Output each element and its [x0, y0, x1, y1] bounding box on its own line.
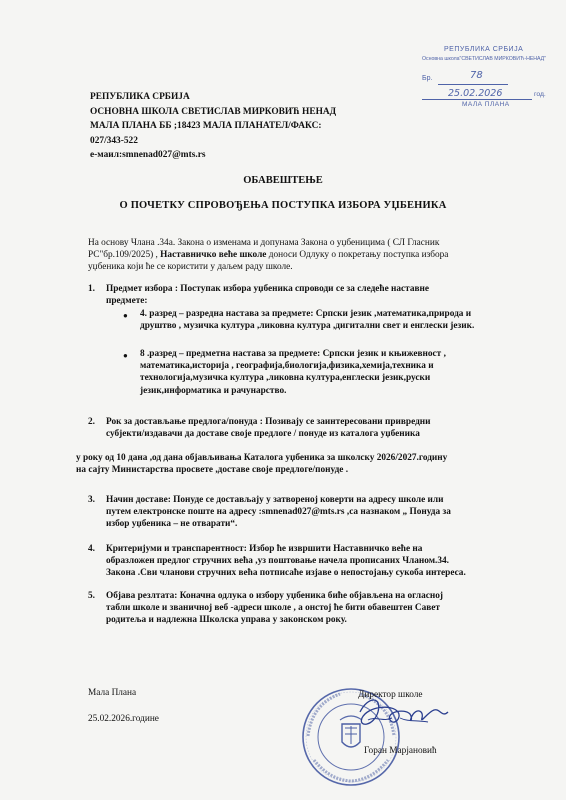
item-1-bullet-1-line-1: 4. разред – разредна настава за предмете: Српски језик ,математика,природа и — [140, 309, 472, 319]
intro-line-2b: Наставничко веће школе — [157, 250, 269, 260]
item-4-line-2: образложен предлог стручних већа ,уз поштовање начела прописаних Чланом.34. — [106, 556, 449, 567]
item-3-number: 3. — [88, 495, 95, 505]
item-1-bullet-1 — [140, 308, 474, 332]
intro-line-2a: РС"бр.109/2025) , — [88, 250, 158, 260]
item-3-line-1: Начин доставе: Понуде се достављају у затвореној коверти на адресу школе или — [106, 495, 444, 505]
item-3-text — [106, 494, 451, 531]
director-title: Директор школе — [358, 690, 423, 700]
stamp-date-value: 25.02.2026 — [448, 88, 503, 99]
item-1-bullet-1-line-2: друштво , музичка култура ,ликовна култура ,дигитални свет и енглески језик. — [140, 321, 475, 332]
intro-line-3: уџбеника који ће се користити у даљем раду школе. — [88, 262, 293, 272]
item-5-number: 5. — [88, 591, 95, 601]
school-header — [90, 90, 336, 163]
item-4-line-1: Критеријуми и транспарентност: Избор ће извршити Наставничко веће на — [106, 544, 423, 554]
item-1-bullet-2-line-3: технологија,музичка култура ,ликовна култура,енглески језик,руски — [140, 373, 431, 384]
bullet-icon: ● — [123, 351, 128, 360]
item-3-line-2: путем електронске поште на адресу :smnenad027@mts.rs ,са назнаком „ Понуда за — [106, 507, 451, 518]
item-2-number: 2. — [88, 417, 95, 427]
stamp-number-label: Бр. — [422, 75, 433, 82]
footer-date: 25.02.2026.године — [88, 714, 159, 724]
intro-line-2c: доноси Одлуку о покретању поступка избора — [268, 250, 449, 260]
intro-line-2 — [88, 249, 488, 261]
header-line-email: е-маил:smnenad027@mts.rs — [90, 150, 206, 160]
item-1-text — [106, 283, 429, 307]
header-line-address: МАЛА ПЛАНА ББ ;18423 МАЛА ПЛАНАТЕЛ/ФАКС: — [90, 121, 322, 131]
item-1-bullet-2-line-1: 8 .разред – предметна настава за предмете: Српски језик и књижевност , — [140, 349, 446, 359]
footer-place: Мала Плана — [88, 688, 137, 698]
item-2-line-1: Рок за достављање предлога/понуда : Позивају се заинтересовани привредни — [106, 417, 431, 427]
item-1-bullet-2 — [140, 348, 446, 397]
item-2-line-2: субјекти/издавачи да доставе своје предлоге / понуде из каталога уџбеника — [106, 429, 420, 440]
header-line-school: ОСНОВНА ШКОЛА СВЕТИСЛАВ МИРКОВИЋ НЕНАД — [90, 106, 337, 117]
item-1-line-1: Предмет избора : Поступак избора уџбеника спроводи се за следеће наставне — [106, 284, 429, 294]
header-line-phone: 027/343-522 — [90, 135, 138, 146]
item-5-text — [106, 590, 443, 627]
item-1-bullet-2-line-4: језик,информатика и рачунарство. — [140, 385, 287, 396]
stamp-number-value: 78 — [470, 70, 483, 81]
stamp-place: МАЛА ПЛАНА — [462, 101, 510, 108]
stamp-republic: РЕПУБЛИКА СРБИЈА — [444, 46, 524, 53]
item-3-line-3: избор уџбеника – не отварати“. — [106, 519, 238, 530]
document-subtitle: О ПОЧЕТКУ СПРОВОЂЕЊА ПОСТУПКА ИЗБОРА УЏБЕНИКА — [119, 200, 447, 211]
item-5-line-3: родитеља и надлежна Школска управа у законском року. — [106, 615, 347, 626]
item-4-number: 4. — [88, 544, 95, 554]
intro-line-1: На основу Члана .34а. Закона о изменама и допунама Закона о уџбеницима ( СЛ Гласник — [88, 238, 440, 248]
item-5-line-2: табли школе и званичној веб -адреси школе , а онстој ће бити обавештен Савет — [106, 603, 440, 614]
stamp-number-line — [438, 84, 508, 85]
item-1-number: 1. — [88, 284, 95, 294]
director-name: Горан Марјановић — [364, 746, 437, 756]
stamp-year-label: год. — [534, 91, 546, 98]
intro-paragraph — [88, 237, 488, 273]
document-title: ОБАВЕШТЕЊЕ — [243, 175, 323, 186]
bullet-icon: ● — [123, 311, 128, 320]
item-1-line-2: предмете: — [106, 296, 148, 307]
item-2-text — [106, 416, 431, 440]
item-2-line-3: у року од 10 дана ,од дана објављивања Каталога уџбеника за школску 2026/2027.годину — [76, 453, 448, 463]
header-line-republic: РЕПУБЛИКА СРБИЈА — [90, 92, 190, 102]
item-2-continuation — [76, 452, 447, 476]
stamp-school: Основна школа"СВЕТИСЛАВ МИРКОВИЋ-НЕНАД" — [422, 56, 547, 62]
registration-stamp — [408, 41, 556, 113]
stamp-date-line — [422, 99, 532, 100]
item-5-line-1: Објава резлтата: Коначна одлука о избору уџбеника биће објављена на огласној — [106, 591, 444, 601]
item-4-text — [106, 543, 466, 580]
director-signature-icon — [338, 682, 456, 754]
item-1-bullet-2-line-2: математика,историја , географија,биологија,физика,хемија,техника и — [140, 361, 434, 372]
item-2-line-4: на сајту Министарства просвете ,доставе своје предлоге/понуде . — [76, 465, 349, 476]
item-4-line-3: Закона .Сви чланови стручних већа потписаће изјаве о непостојању сукоба интереса. — [106, 568, 466, 579]
